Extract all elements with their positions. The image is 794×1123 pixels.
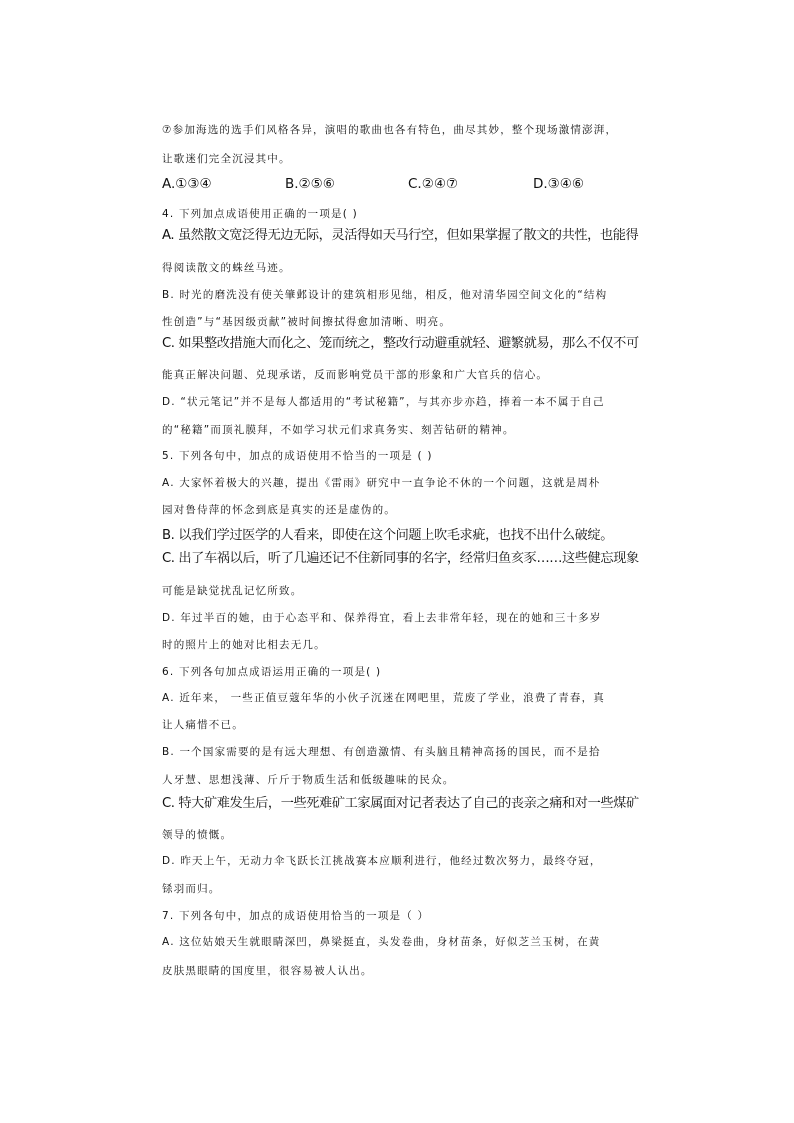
text-line: A. 虽然散文宽泛得无边无际，灵活得如天马行空，但如果掌握了散文的共性，也能得	[162, 228, 639, 243]
text-line: 园对鲁侍萍的怀念到底是真实的还是虚伪的。	[162, 504, 396, 516]
text-line: 性创造”与“基因级贡献”被时间擦拭得愈加清晰、明亮。	[162, 316, 452, 328]
text-line: A. 大家怀着极大的兴趣，提出《雷雨》研究中一直争论不休的一个问题，这就是周朴	[162, 477, 601, 489]
text-line: 的“秘籍”而顶礼膜拜，不如学习状元们求真务实、刻苦钻研的精神。	[162, 424, 515, 436]
text-line: C. 出了车祸以后，听了几遍还记不住新同事的名字，经常归鱼亥豕……这些健忘现象	[162, 551, 639, 566]
option-b: B.②⑤⑥	[285, 176, 335, 192]
question-4-title: 4. 下列加点成语使用正确的一项是( )	[162, 208, 358, 220]
text-line: A. 这位姑娘天生就眼睛深凹，鼻梁挺直，头发卷曲，身材苗条，好似芝兰玉树，在黄	[162, 936, 601, 948]
text-line: 领导的愤慨。	[162, 829, 233, 841]
text-line: A. 近年来， 一些正值豆蔻年华的小伙子沉迷在网吧里，荒废了学业，浪费了青春，真	[162, 692, 606, 704]
text-line: D. 年过半百的她，由于心态平和、保养得宜，看上去非常年轻，现在的她和三十多岁	[162, 612, 602, 624]
text-line: 铩羽而归。	[162, 883, 221, 895]
text-line: C. 特大矿难发生后，一些死难矿工家属面对记者表达了自己的丧亲之痛和对一些煤矿	[162, 796, 639, 811]
text-line: 让人痛惜不已。	[162, 719, 244, 731]
option-a: A.①③④	[162, 176, 212, 192]
text-line: B. 一个国家需要的是有远大理想、有创造激情、有头脑且精神高扬的国民，而不是拾	[162, 746, 601, 758]
text-line: D. “状元笔记”并不是每人都适用的“考试秘籍”，与其亦步亦趋，捧着一本不属于自己	[162, 396, 605, 408]
question-7-title: 7. 下列各句中，加点的成语使用恰当的一项是（ ）	[162, 910, 430, 922]
text-line: 可能是缺觉扰乱记忆所致。	[162, 585, 303, 597]
option-c: C.②④⑦	[408, 176, 459, 192]
text-line: 人牙慧、思想浅薄、斤斤于物质生活和低级趣味的民众。	[162, 774, 455, 786]
text-line: D. 昨天上午，无动力伞飞跃长江挑战赛本应顺利进行，他经过数次努力，最终夺冠，	[162, 855, 602, 867]
text-line: B. 以我们学过医学的人看来，即使在这个问题上吹毛求疵，也找不出什么破绽。	[162, 528, 614, 543]
text-line: 让歌迷们完全沉浸其中。	[162, 153, 291, 165]
text-line: 能真正解决问题、兑现承诺，反而影响党员干部的形象和广大官兵的信心。	[162, 369, 549, 381]
text-line: 得阅读散文的蛛丝马迹。	[162, 262, 291, 274]
question-6-title: 6. 下列各句加点成语运用正确的一项是( )	[162, 666, 382, 678]
text-line: C. 如果整改措施大而化之、笼而统之，整改行动避重就轻、避繁就易，那么不仅不可	[162, 336, 639, 351]
text-line: 皮肤黑眼睛的国度里，很容易被人认出。	[162, 965, 373, 977]
text-line: ⑦参加海选的选手们风格各异，演唱的歌曲也各有特色，曲尽其妙，整个现场激情澎湃，	[162, 124, 618, 136]
text-line: 时的照片上的她对比相去无几。	[162, 639, 326, 651]
text-line: B. 时光的磨洗没有使关肇邺设计的建筑相形见绌，相反，他对清华园空间文化的“结构	[162, 289, 608, 301]
option-d: D.③④⑥	[533, 176, 584, 192]
question-5-title: 5. 下列各句中，加点的成语使用不恰当的一项是 ( )	[162, 450, 433, 462]
